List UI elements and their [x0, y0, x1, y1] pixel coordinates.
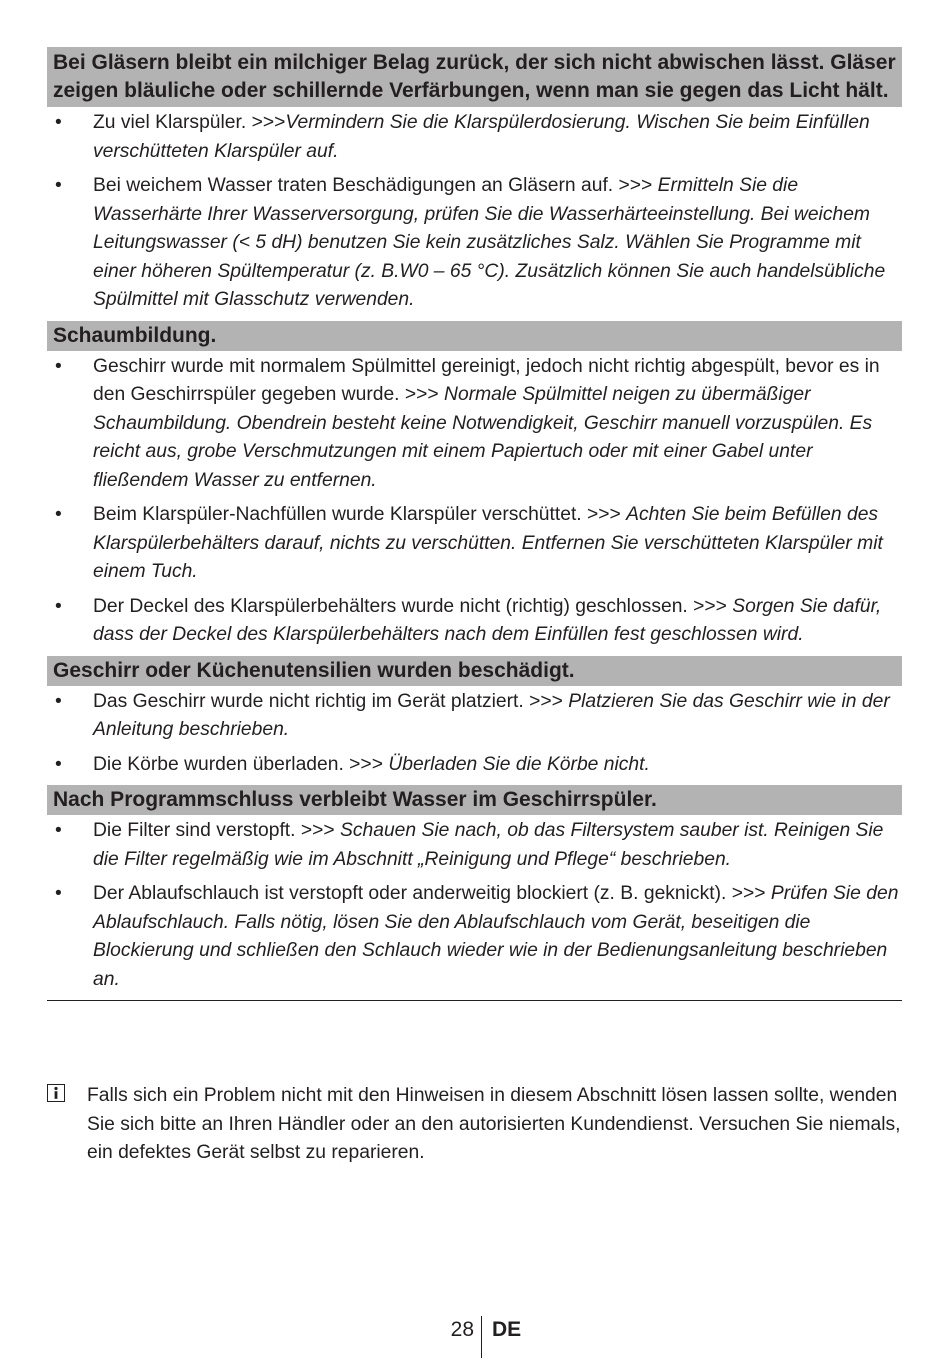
problem-cause: Die Filter sind verstopft. >>> [93, 820, 341, 841]
list-item [47, 501, 902, 587]
bullet-marker: • [55, 175, 62, 196]
footer-separator [481, 1316, 482, 1358]
list-item [47, 688, 902, 745]
bullet-marker: • [55, 112, 62, 133]
page-number: 28 [450, 1318, 474, 1341]
problem-fix: Achten Sie beim Befüllen des Klarspülerbehälters darauf, nichts zu verschütten. Entfernen Sie verschütteten Klarspüler mit einem Tuch. [93, 504, 883, 582]
problem-fix: Überladen Sie die Körbe nicht. [388, 753, 650, 775]
info-text: Falls sich ein Problem nicht mit den Hinweisen in diesem Abschnitt lösen lassen sollte, wenden Sie sich bitte an Ihren Händler oder an den autorisierten Kundendienst. Versuchen Sie niemals, ein defektes Gerät selbst zu reparieren. [87, 1085, 901, 1163]
section-water-remains [47, 785, 902, 994]
problem-fix: Sorgen Sie dafür, dass der Deckel des Klarspülerbehälters nach dem Einfüllen fest geschlossen wird. [93, 595, 882, 645]
problem-fix: Ermitteln Sie die Wasserhärte Ihrer Wasserversorgung, prüfen Sie die Wasserhärteeinstellung. Bei weichem Leitungswasser (< 5 dH) benutzen Sie kein zusätzliches Salz. Wählen Sie Programme mit einer höheren Spültemperatur (z. B.W0 – 65 °C). Zusätzlich können Sie auch handelsübliche Spülmittel mit Glasschutz verwenden. [93, 175, 886, 310]
section-header: Bei Gläsern bleibt ein milchiger Belag zurück, der sich nicht abwischen lässt. Gläser zeigen bläuliche oder schillernde Verfärbungen, wenn man sie gegen das Licht hält. [47, 47, 902, 107]
bullet-marker: • [55, 595, 62, 617]
problem-fix: Platzieren Sie das Geschirr wie in der Anleitung beschrieben. [93, 690, 890, 740]
info-glyph [50, 1086, 62, 1100]
problem-cause: Geschirr wurde mit normalem Spülmittel gereinigt, jedoch nicht richtig abgespült, bevor es in den Geschirrspüler gegeben wurde. >>> [93, 355, 880, 405]
list-item [47, 817, 902, 874]
problem-cause: Das Geschirr wurde nicht richtig im Gerät platziert. >>> [93, 690, 569, 712]
section-glass-film [47, 47, 902, 315]
problem-cause: Beim Klarspüler-Nachfüllen wurde Klarspüler verschüttet. >>> [93, 504, 627, 525]
problem-cause: Der Ablaufschlauch ist verstopft oder anderweitig blockiert (z. B. geknickt). >>> [93, 883, 771, 904]
bullet-marker: • [55, 355, 62, 377]
problem-fix: Prüfen Sie den Ablaufschlauch. Falls nötig, lösen Sie den Ablaufschlauch vom Gerät, beseitigen die Blockierung und schließen den Schlauch wieder wie in der Bedienungsanleitung beschrieben an. [93, 883, 899, 990]
list-item [47, 353, 902, 496]
list-item [47, 109, 902, 166]
bullet-marker: • [55, 820, 62, 841]
info-note [47, 1082, 907, 1168]
problem-cause: Zu viel Klarspüler. >>> [93, 112, 286, 133]
section-header: Schaumbildung. [47, 321, 902, 351]
section-foam [47, 321, 902, 650]
section-divider [47, 1000, 902, 1001]
section-header: Geschirr oder Küchenutensilien wurden beschädigt. [47, 656, 902, 686]
problem-cause: Der Deckel des Klarspülerbehälters wurde nicht (richtig) geschlossen. >>> [93, 595, 733, 617]
bullet-marker: • [55, 504, 62, 525]
list-item [47, 880, 902, 994]
problem-fix: Vermindern Sie die Klarspülerdosierung. Wischen Sie beim Einfüllen verschütteten Klarspüler auf. [93, 112, 870, 162]
problem-cause: Die Körbe wurden überladen. >>> [93, 753, 389, 775]
info-icon [47, 1084, 65, 1102]
problem-fix: Normale Spülmittel neigen zu übermäßiger Schaumbildung. Obendrein besteht keine Notwendigkeit, Geschirr manuell vorzuspülen. Es reicht aus, grobe Verschmutzungen mit einem Papiertuch oder mit einer Gabel unter fließendem Wasser zu entfernen. [93, 384, 873, 491]
list-item [47, 172, 902, 315]
problem-fix: Schauen Sie nach, ob das Filtersystem sauber ist. Reinigen Sie die Filter regelmäßig wie im Abschnitt „Reinigung und Pflege“ beschrieben. [93, 820, 884, 870]
section-damaged-dishes [47, 656, 902, 780]
section-header: Nach Programmschluss verbleibt Wasser im Geschirrspüler. [47, 785, 902, 815]
bullet-marker: • [55, 883, 62, 904]
troubleshooting-content [47, 47, 902, 1001]
bullet-marker: • [55, 690, 62, 712]
language-code: DE [492, 1318, 522, 1341]
problem-cause: Bei weichem Wasser traten Beschädigungen an Gläsern auf. >>> [93, 175, 658, 196]
bullet-marker: • [55, 753, 62, 775]
list-item [47, 593, 902, 650]
page-footer [0, 1316, 950, 1358]
list-item [47, 751, 902, 780]
